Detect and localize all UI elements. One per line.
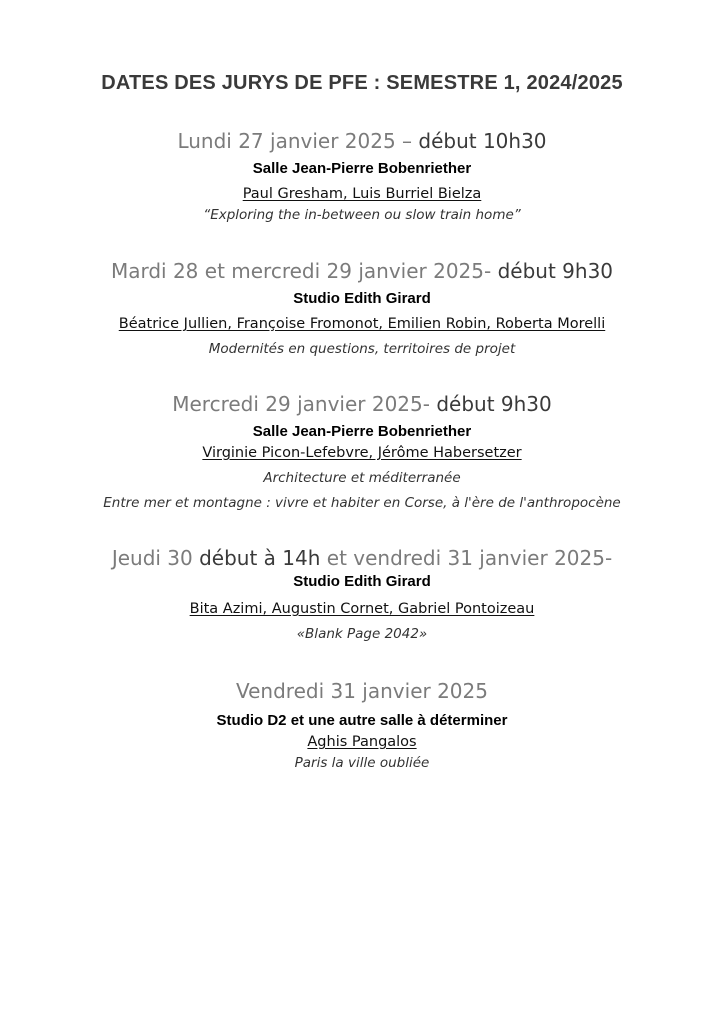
- jury-members: Paul Gresham, Luis Burriel Bielza: [242, 186, 482, 202]
- jury-section-3: [0, 391, 724, 514]
- jury-theme: Modernités en questions, territoires de projet: [208, 341, 516, 357]
- jury-section-5: [0, 678, 724, 774]
- jury-members: Béatrice Jullien, Françoise Fromonot, Emilien Robin, Roberta Morelli: [118, 316, 606, 332]
- jury-section-2: [0, 258, 724, 360]
- jury-date-prefix: Vendredi 31 janvier 2025: [236, 679, 488, 703]
- jury-venue: Salle Jean-Pierre Bobenriether: [252, 423, 472, 440]
- jury-venue: Studio D2 et une autre salle à déterminer: [216, 712, 508, 729]
- jury-members: Virginie Picon-Lefebvre, Jérôme Habersetzer: [202, 445, 522, 461]
- jury-start-time: début à 14h: [199, 546, 321, 570]
- jury-theme: «Blank Page 2042»: [296, 626, 428, 642]
- jury-theme: Paris la ville oubliée: [294, 755, 430, 771]
- jury-date: [0, 545, 724, 571]
- jury-section-4: [0, 545, 724, 645]
- jury-start-time: début 10h30: [418, 129, 547, 153]
- jury-members: Aghis Pangalos: [307, 734, 417, 750]
- jury-venue: Studio Edith Girard: [293, 290, 431, 307]
- jury-start-time: début 9h30: [436, 392, 552, 416]
- jury-date-prefix: Mardi 28 et mercredi 29 janvier 2025-: [110, 259, 498, 283]
- jury-section-1: [0, 128, 724, 226]
- jury-start-time: début 9h30: [497, 259, 614, 283]
- jury-date-suffix: et vendredi 31 janvier 2025-: [320, 546, 613, 570]
- jury-venue: Salle Jean-Pierre Bobenriether: [252, 160, 472, 177]
- jury-date: [0, 391, 724, 417]
- jury-date-prefix: Jeudi 30: [111, 546, 200, 570]
- jury-theme: Architecture et méditerranée: [263, 470, 461, 486]
- jury-date: [0, 128, 724, 154]
- jury-theme: “Exploring the in-between ou slow train home”: [203, 207, 521, 223]
- jury-venue: Studio Edith Girard: [293, 573, 431, 590]
- jury-theme-detail: Entre mer et montagne : vivre et habiter en Corse, à l'ère de l'anthropocène: [103, 495, 621, 511]
- page-title: DATES DES JURYS DE PFE : SEMESTRE 1, 2024/2025: [101, 72, 623, 94]
- jury-date-prefix: Mercredi 29 janvier 2025-: [172, 392, 437, 416]
- jury-date: [0, 258, 724, 284]
- jury-members: Bita Azimi, Augustin Cornet, Gabriel Pontoizeau: [189, 601, 535, 617]
- jury-date: [0, 678, 724, 704]
- jury-date-prefix: Lundi 27 janvier 2025 –: [177, 129, 419, 153]
